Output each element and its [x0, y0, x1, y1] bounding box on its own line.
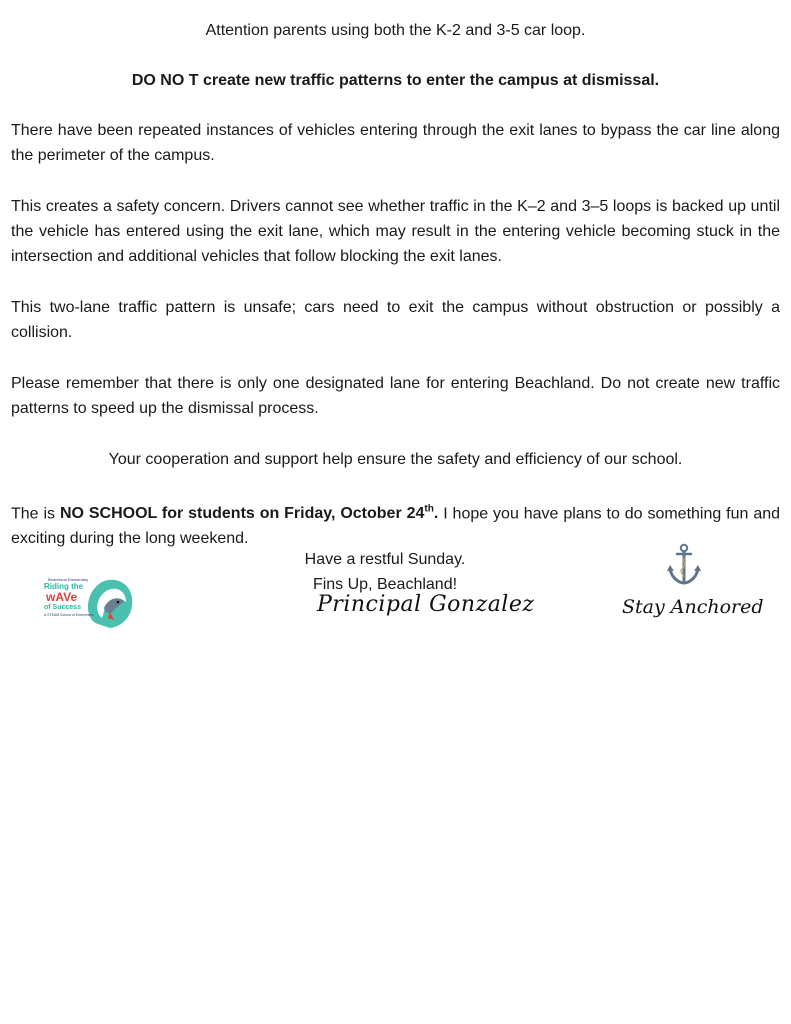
notice-lead: The is [11, 505, 60, 523]
svg-text:A STEAM School of Enrichment: A STEAM School of Enrichment [44, 613, 94, 617]
cooperation-line: Your cooperation and support help ensure the safety and efficiency of our school. [108, 451, 683, 468]
notice-sup: th [424, 504, 434, 515]
principal-signature: Principal Gonzalez [317, 592, 535, 617]
svg-text:Riding the: Riding the [44, 582, 84, 591]
svg-text:of Success: of Success [44, 604, 81, 611]
closing-line-2: Fins Up, Beachland! [312, 576, 458, 593]
closing-block [200, 547, 570, 597]
intro-line: Attention parents using both the K-2 and 3-5 car loop. [205, 22, 586, 39]
svg-text:wAVe: wAVe [46, 590, 78, 604]
paragraph-one-lane: Please remember that there is only one designated lane for entering Beachland. Do not create new traffic patterns to speed up the dismissal process. [11, 375, 780, 417]
notice-rest: I hope you have plans to do something fun and exciting during the long weekend. [11, 505, 781, 548]
dolphin-wave-icon [40, 572, 134, 630]
warning-line: DO NO T create new traffic patterns to enter the campus at dismissal. [131, 72, 660, 89]
notice-bold: NO SCHOOL for students on Friday, October 24th. [59, 504, 439, 523]
paragraph-two-lane: This two-lane traffic pattern is unsafe; cars need to exit the campus without obstruction or possibly a collision. [11, 299, 780, 341]
paragraph-exit-lanes: There have been repeated instances of vehicles entering through the exit lanes to bypass the car line along the perimeter of the campus. [11, 122, 780, 164]
stay-anchored-text: Stay Anchored [622, 596, 764, 618]
svg-text:Beachland Elementary: Beachland Elementary [48, 577, 89, 582]
anchor-icon [664, 543, 704, 587]
closing-line-1: Have a restful Sunday. [304, 551, 466, 568]
paragraph-safety-concern: This creates a safety concern. Drivers cannot see whether traffic in the K–2 and 3–5 loops is backed up until the vehicle has entered using the exit lane, which may result in the entering vehicle becoming stuck in the intersection and additional vehicles that follow blocking the exit lanes. [11, 198, 780, 265]
